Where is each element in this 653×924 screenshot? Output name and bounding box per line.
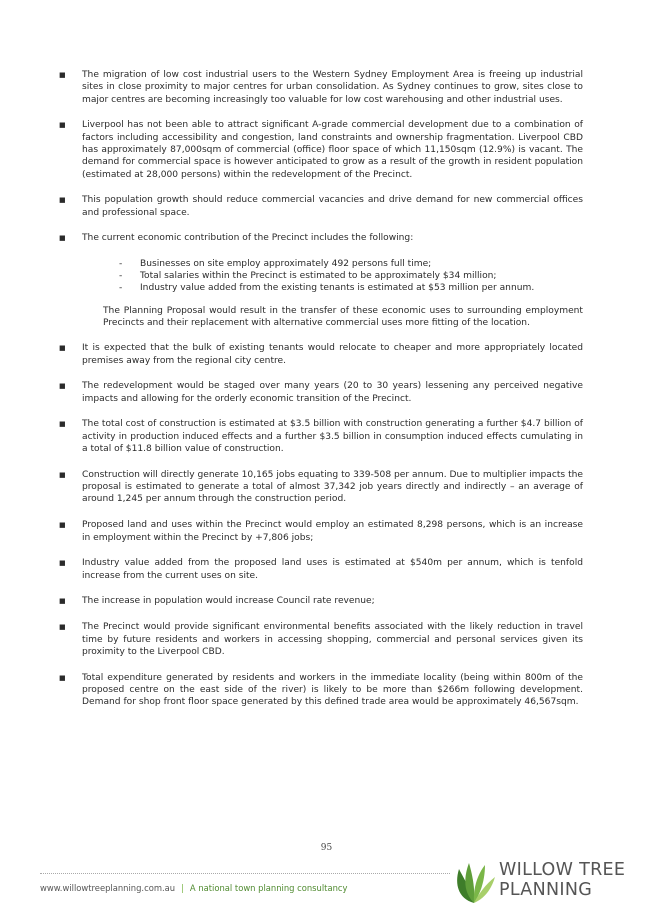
sublist-text: Businesses on site employ approximately 492 persons full time; [140,258,432,269]
square-bullet-icon: ■ [59,196,66,205]
square-bullet-icon: ■ [59,121,66,130]
bullet-item [58,469,583,506]
bullet-item [58,69,583,106]
logo-wordmark [499,860,625,900]
sublist-item [119,270,583,282]
bullet-item [58,672,583,709]
sublist-item [119,258,583,270]
square-bullet-icon: ■ [59,623,66,632]
bullet-item [58,119,583,180]
economic-contribution-sublist [58,258,583,295]
page-content [58,69,583,722]
square-bullet-icon: ■ [59,470,66,479]
footer-separator: | [181,883,184,893]
planning-proposal-paragraph: The Planning Proposal would result in the transfer of these economic uses to surrounding employment Precincts and their replacement with alternative commercial uses more fitting of the location. [103,305,583,328]
bullet-text: Industry value added from the proposed land uses is estimated at $540m per annum, which is tenfold increase from the current uses on site. [82,558,583,581]
bullet-text: The current economic contribution of the Precinct includes the following: [82,233,414,244]
sublist-item [119,282,583,294]
bullet-text: Total expenditure generated by residents and workers in the immediate locality (being within 800m of the proposed centre on the east side of the river) is likely to be more than $266m following development. Demand for shop front floor space generated by this defined trade area would be approximately 46,567sqm. [82,672,583,708]
bullet-text: The increase in population would increase Council rate revenue; [82,596,375,607]
bullet-item [58,519,583,544]
square-bullet-icon: ■ [59,420,66,429]
bullet-item [58,621,583,658]
page-number: 95 [320,843,333,853]
sublist-text: Total salaries within the Precinct is estimated to be approximately $34 million; [140,271,497,282]
bullet-item [58,232,583,244]
bullet-text: Liverpool has not been able to attract significant A-grade commercial development due to a combination of factors including accessibility and congestion, land constraints and ownership fragmentation. Liverpool CBD has approximately 87,000sqm of commercial (office) floor space of which 11,150sqm (12.9%) is vacant. The demand for commercial space is however anticipated to grow as a result of the growth in resident population (estimated at 28,000 persons) within the redevelopment of the Precinct. [82,120,583,180]
square-bullet-icon: ■ [59,559,66,568]
bullet-item [58,342,583,367]
bullet-item [58,418,583,455]
square-bullet-icon: ■ [59,673,66,682]
bullet-item [58,380,583,405]
footer-website-link[interactable]: www.willowtreeplanning.com.au [40,883,176,893]
bullet-text: The Precinct would provide significant environmental benefits associated with the likely reduction in travel time by future residents and workers in accessing shopping, commercial and personal services given its proximity to the Liverpool CBD. [82,622,583,657]
willow-tree-leaf-logo-icon [451,859,497,905]
bullet-list-bottom [58,342,583,708]
bullet-list-top [58,69,583,245]
bullet-text: The redevelopment would be staged over many years (20 to 30 years) lessening any perceived negative impacts and allowing for the orderly economic transition of the Precinct. [82,381,583,404]
dash-bullet: - [119,271,123,282]
square-bullet-icon: ■ [59,597,66,606]
footer-tagline: A national town planning consultancy [189,883,348,893]
footer-divider [40,873,450,874]
bullet-text: This population growth should reduce commercial vacancies and drive demand for new commercial offices and professional space. [82,195,583,218]
square-bullet-icon: ■ [59,234,66,243]
dash-bullet: - [119,258,123,269]
bullet-item [58,194,583,219]
willow-tree-planning-logo [451,857,631,907]
bullet-text: It is expected that the bulk of existing tenants would relocate to cheaper and more appropriately located premises away from the regional city centre. [82,343,583,366]
bullet-item [58,557,583,582]
footer [40,883,347,893]
bullet-text: The total cost of construction is estimated at $3.5 billion with construction generating a further $4.7 billion of activity in production induced effects and a further $3.5 billion in consumption induced effects cumulating in a total of $11.8 billion value of construction. [82,419,583,455]
bullet-text: Proposed land and uses within the Precinct would employ an estimated 8,298 persons, which is an increase in employment within the Precinct by +7,806 jobs; [82,520,583,543]
square-bullet-icon: ■ [59,344,66,353]
logo-line-2: PLANNING [499,880,593,900]
dash-bullet: - [119,283,123,294]
square-bullet-icon: ■ [59,382,66,391]
bullet-text: Construction will directly generate 10,165 jobs equating to 339-508 per annum. Due to multiplier impacts the proposal is estimated to generate a total of almost 37,342 job years directly and indirectly – an average of around 1,245 per annum through the construction period. [82,469,583,505]
square-bullet-icon: ■ [59,71,66,79]
logo-line-1: WILLOW TREE [499,860,626,880]
sublist-text: Industry value added from the existing tenants is estimated at $53 million per annum. [140,283,535,294]
square-bullet-icon: ■ [59,521,66,530]
bullet-text: The migration of low cost industrial users to the Western Sydney Employment Area is freeing up industrial sites in close proximity to major centres for urban consolidation. As Sydney continues to grow, sites close to major centres are becoming increasingly too valuable for low cost warehousing and other industrial uses. [82,70,583,105]
bullet-item [58,595,583,607]
